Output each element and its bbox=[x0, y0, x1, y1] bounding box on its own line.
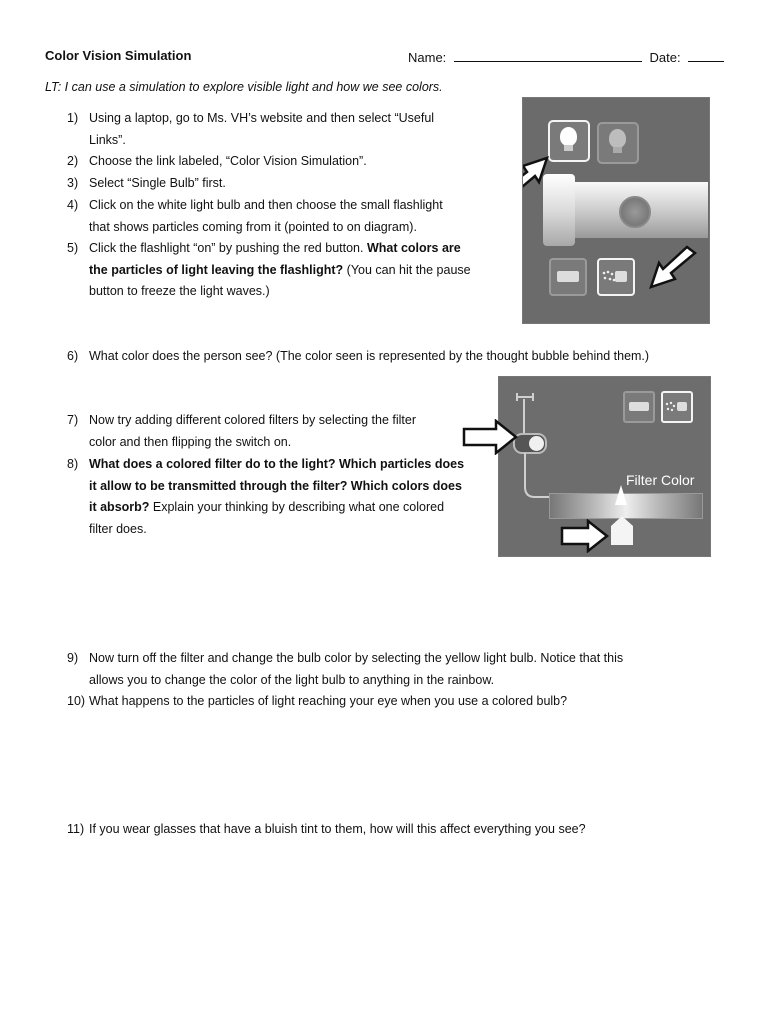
list-item bbox=[67, 454, 497, 542]
filter-holder-icon bbox=[515, 391, 535, 403]
arrow-icon bbox=[560, 519, 610, 553]
item-question: it absorb? bbox=[89, 500, 150, 514]
item-question: it allow to be transmitted through the filter? Which colors does bbox=[89, 478, 462, 493]
name-blank[interactable] bbox=[454, 48, 642, 62]
item-text: filter does. bbox=[89, 521, 147, 536]
item-text: color and then flipping the switch on. bbox=[89, 434, 292, 449]
item-text: allows you to change the color of the light bulb to anything in the rainbow. bbox=[89, 672, 495, 687]
learning-target: LT: I can use a simulation to explore visible light and how we see colors. bbox=[45, 80, 443, 94]
item-text: Now try adding different colored filters by selecting the filter bbox=[89, 413, 417, 427]
item-question: What colors are bbox=[366, 241, 461, 255]
list-item bbox=[67, 195, 507, 239]
list-item bbox=[67, 173, 507, 195]
item-text: Now turn off the filter and change the bulb color by selecting the yellow light bulb. Notice that this bbox=[89, 651, 624, 665]
item-number: 2) bbox=[67, 154, 79, 168]
item-number: 5) bbox=[67, 241, 79, 255]
item-number: 7) bbox=[67, 413, 79, 427]
item-number: 1) bbox=[67, 111, 79, 125]
flashlight-icon bbox=[677, 402, 687, 411]
particle-mode-button[interactable] bbox=[597, 258, 635, 296]
item-number: 11) bbox=[67, 822, 85, 836]
item-text: Click the flashlight “on” by pushing the red button. bbox=[89, 241, 367, 255]
bulb-base bbox=[613, 147, 622, 153]
item-text: What happens to the particles of light reaching your eye when you use a colored bulb? bbox=[89, 694, 568, 708]
lightbulb-icon bbox=[609, 129, 626, 148]
item-number: 6) bbox=[67, 349, 79, 363]
worksheet-title: Color Vision Simulation bbox=[45, 48, 192, 63]
arrow-icon bbox=[462, 419, 518, 455]
beam-mode-button[interactable] bbox=[623, 391, 655, 423]
list-item bbox=[67, 819, 747, 841]
item-text: Using a laptop, go to Ms. VH’s website and then select “Useful bbox=[89, 111, 435, 125]
list-item bbox=[67, 238, 512, 304]
lightbulb-icon bbox=[560, 127, 577, 146]
name-date-line bbox=[408, 48, 724, 65]
item-text: Select “Single Bulb” first. bbox=[89, 176, 226, 190]
flashlight-icon bbox=[557, 271, 579, 282]
flashlight-power-button[interactable] bbox=[619, 196, 651, 228]
flashlight-icon bbox=[615, 271, 627, 282]
filter-color-label: Filter Color bbox=[626, 472, 695, 488]
name-label: Name: bbox=[408, 50, 447, 65]
date-blank[interactable] bbox=[688, 48, 724, 62]
list-item bbox=[67, 648, 747, 692]
item-text: Choose the link labeled, “Color Vision Simulation”. bbox=[89, 154, 367, 168]
item-text: Links”. bbox=[89, 132, 126, 147]
item-text: button to freeze the light waves.) bbox=[89, 284, 270, 298]
list-item bbox=[67, 410, 497, 454]
item-question: the particles of light leaving the flashlight? bbox=[89, 262, 344, 277]
colored-bulb-button[interactable] bbox=[597, 122, 639, 164]
item-text: Explain your thinking by describing what one colored bbox=[149, 500, 445, 514]
list-item bbox=[67, 346, 747, 368]
arrow-icon bbox=[633, 243, 703, 298]
item-text: that shows particles coming from it (pointed to on diagram). bbox=[89, 219, 417, 234]
particles-icon bbox=[665, 401, 677, 413]
filter-stand-top bbox=[523, 399, 525, 435]
spectrum-peak bbox=[613, 485, 629, 505]
arrow-icon bbox=[522, 148, 565, 203]
simulation-screenshot-bulb bbox=[522, 97, 710, 324]
beam-mode-button[interactable] bbox=[549, 258, 587, 296]
item-text: Click on the white light bulb and then choose the small flashlight bbox=[89, 198, 443, 212]
date-label: Date: bbox=[649, 50, 681, 65]
item-number: 10) bbox=[67, 694, 86, 708]
particles-icon bbox=[602, 270, 616, 284]
list-item bbox=[67, 151, 507, 173]
item-number: 9) bbox=[67, 651, 79, 665]
particle-mode-button[interactable] bbox=[661, 391, 693, 423]
item-text: If you wear glasses that have a bluish tint to them, how will this affect everything you see? bbox=[89, 822, 586, 836]
list-item bbox=[67, 691, 747, 713]
item-number: 4) bbox=[67, 198, 79, 212]
item-question: What does a colored filter do to the light? Which particles does bbox=[89, 457, 465, 471]
list-item bbox=[67, 108, 507, 152]
item-text: (You can hit the pause bbox=[343, 262, 471, 277]
item-number: 8) bbox=[67, 457, 79, 471]
toggle-knob bbox=[529, 436, 544, 451]
flashlight-icon bbox=[629, 402, 649, 411]
item-text: What color does the person see? (The color seen is represented by the thought bubble behind them.) bbox=[89, 349, 650, 363]
item-number: 3) bbox=[67, 176, 79, 190]
filter-toggle-switch[interactable] bbox=[513, 433, 547, 454]
filter-slider-handle[interactable] bbox=[611, 516, 633, 546]
bulb-base bbox=[564, 145, 573, 151]
